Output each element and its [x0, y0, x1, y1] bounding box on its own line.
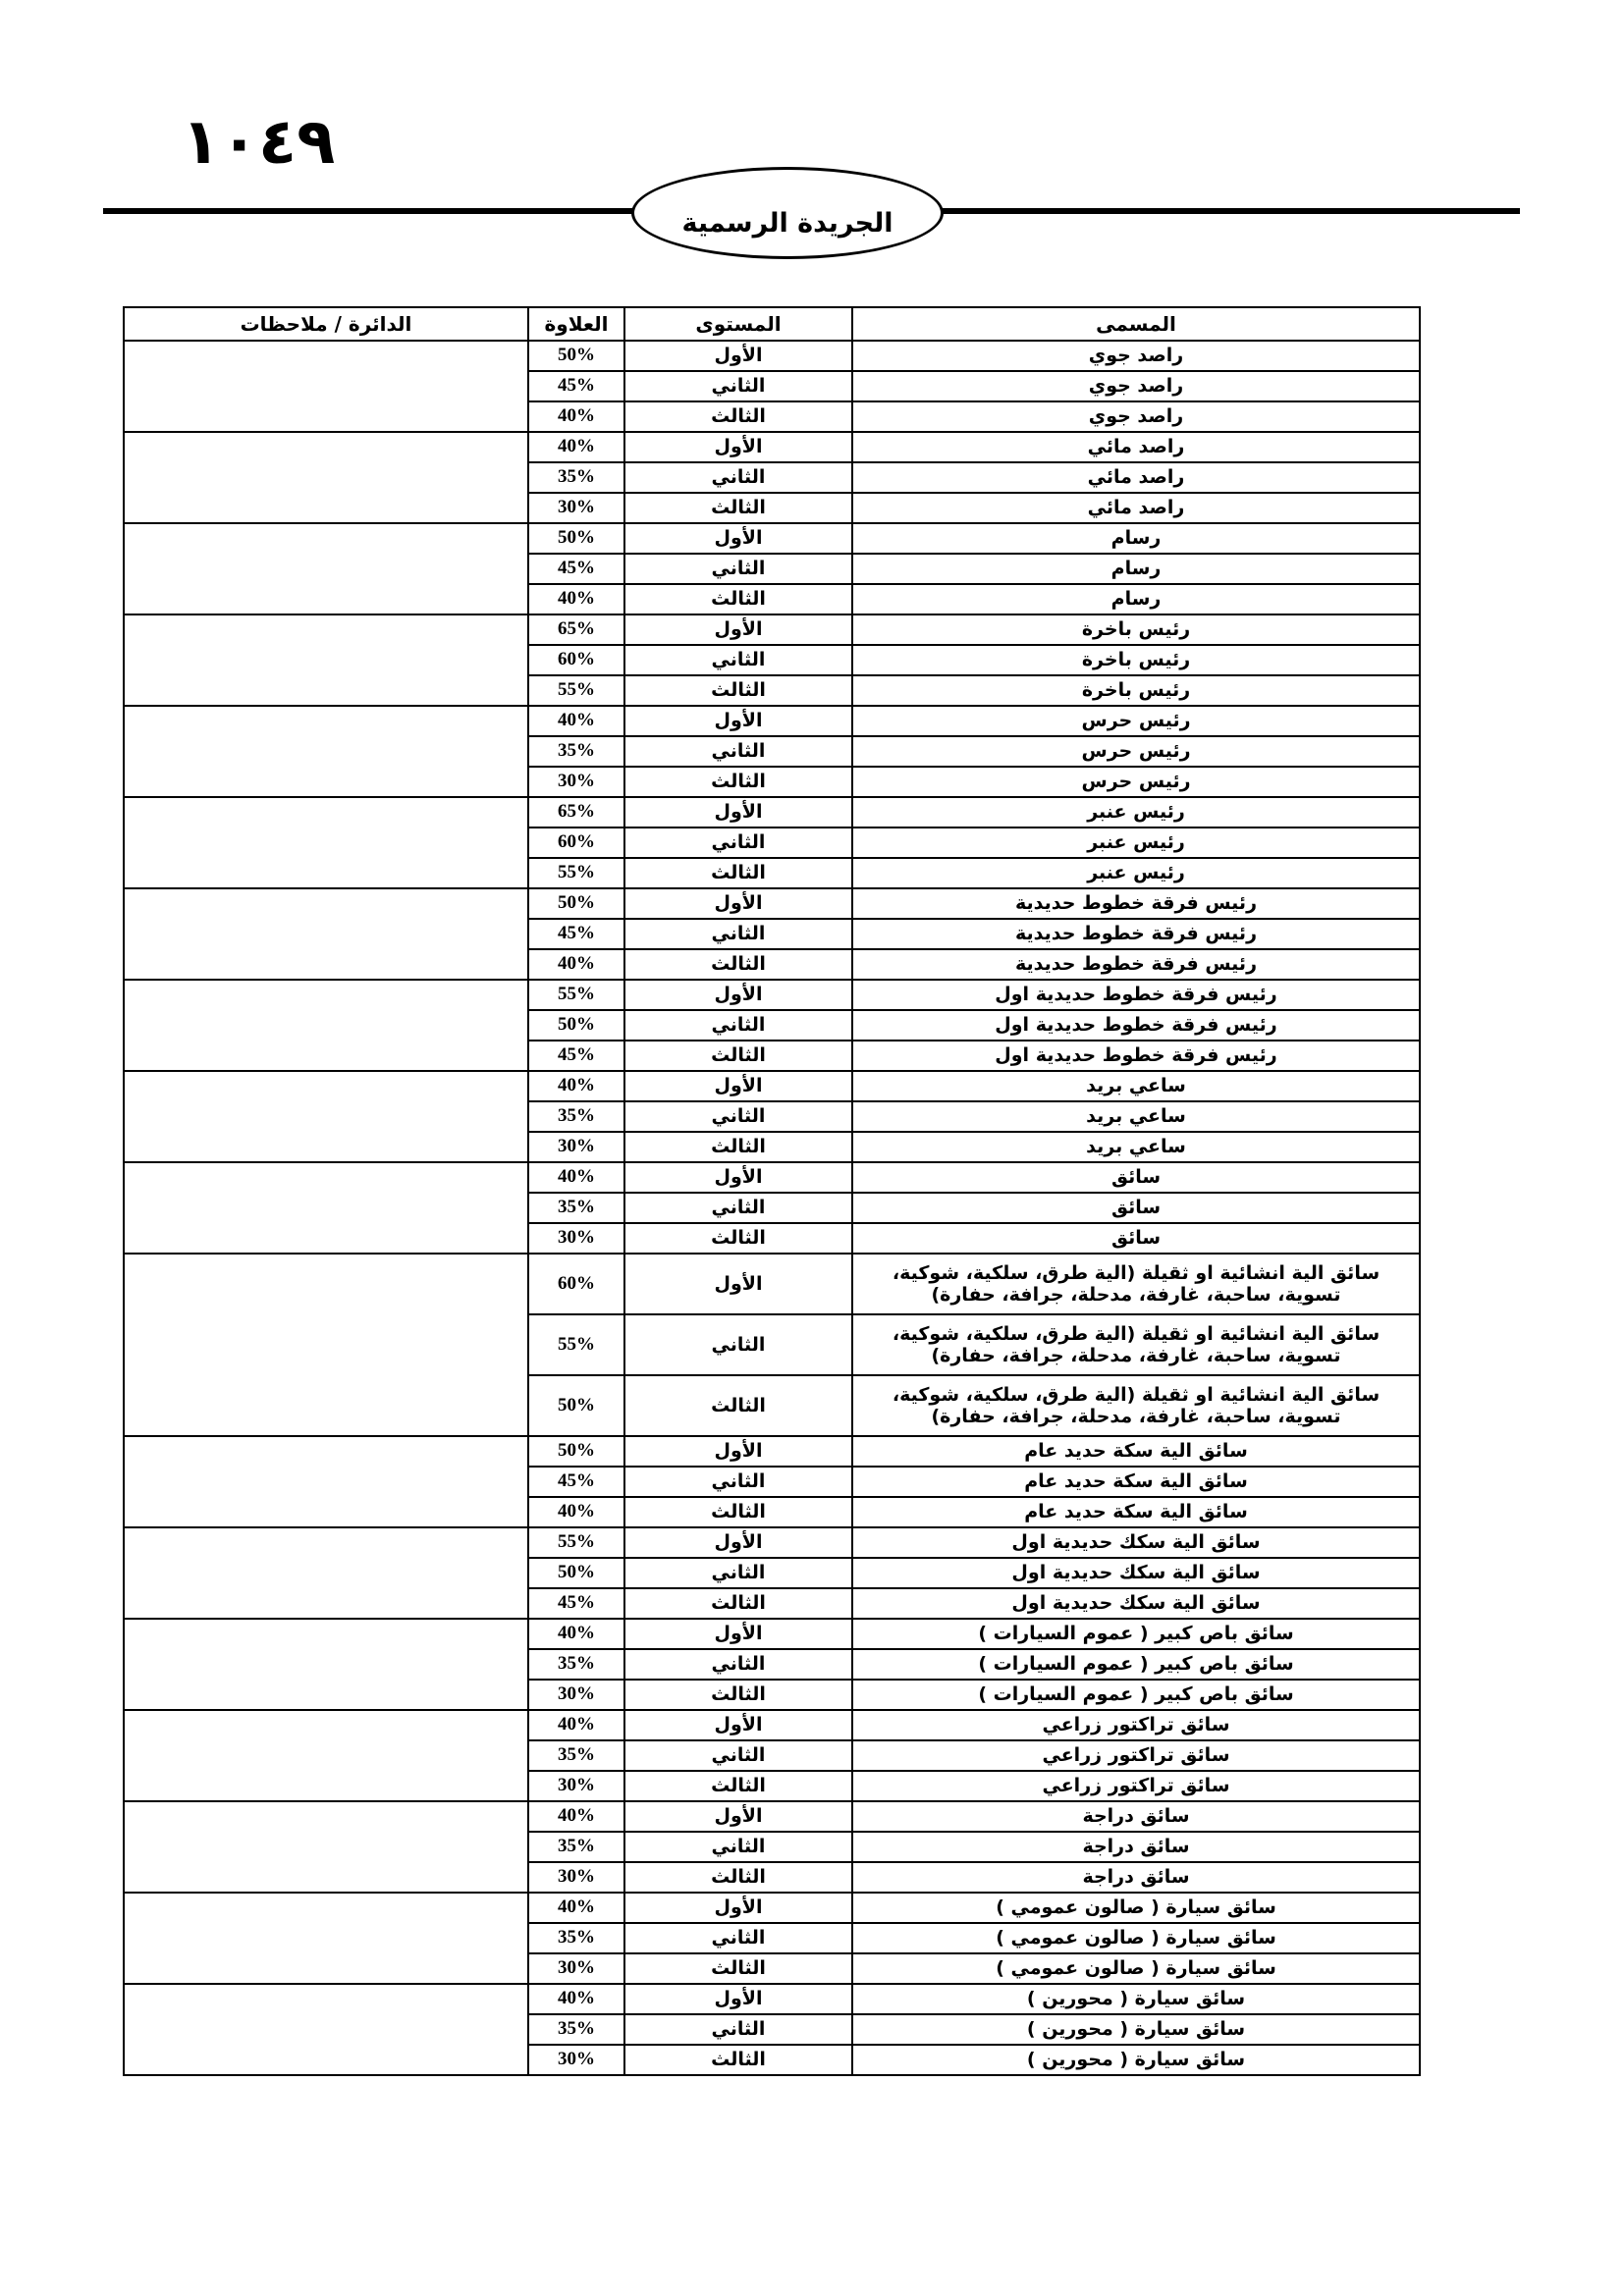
allowance-cell: 35%	[528, 1832, 624, 1862]
department-notes-cell	[124, 1710, 528, 1801]
allowance-cell: 30%	[528, 1223, 624, 1254]
level-cell: الثالث	[624, 858, 852, 888]
allowance-cell: 30%	[528, 1953, 624, 1984]
job-title-cell: سائق الية سكك حديدية اول	[852, 1588, 1420, 1619]
allowance-cell: 30%	[528, 1771, 624, 1801]
level-cell: الأول	[624, 432, 852, 462]
job-title-cell: سائق الية سكة حديد عام	[852, 1497, 1420, 1527]
level-cell: الأول	[624, 1893, 852, 1923]
level-cell: الثالث	[624, 1497, 852, 1527]
level-cell: الثالث	[624, 1588, 852, 1619]
job-title-cell: سائق الية سكة حديد عام	[852, 1436, 1420, 1467]
job-title-cell: رئيس عنبر	[852, 797, 1420, 828]
job-title-cell: راصد جوي	[852, 371, 1420, 401]
level-cell: الثالث	[624, 1953, 852, 1984]
department-notes-cell	[124, 1162, 528, 1254]
allowance-cell: 35%	[528, 1193, 624, 1223]
level-cell: الثاني	[624, 371, 852, 401]
level-cell: الثالث	[624, 1132, 852, 1162]
gazette-title: الجريدة الرسمية	[681, 207, 893, 239]
header-allowance: العلاوة	[528, 307, 624, 341]
level-cell: الثالث	[624, 1375, 852, 1436]
allowance-cell: 55%	[528, 1527, 624, 1558]
job-title-cell: سائق سيارة ( صالون عمومي )	[852, 1953, 1420, 1984]
level-cell: الأول	[624, 888, 852, 919]
job-title-cell: رئيس فرقة خطوط حديدية اول	[852, 980, 1420, 1010]
level-cell: الثالث	[624, 2045, 852, 2075]
level-cell: الثالث	[624, 949, 852, 980]
allowance-cell: 35%	[528, 1923, 624, 1953]
allowance-cell: 65%	[528, 614, 624, 645]
job-title-cell: رئيس باخرة	[852, 675, 1420, 706]
table-row	[124, 1893, 1420, 1923]
allowance-cell: 40%	[528, 1071, 624, 1101]
job-title-cell: سائق	[852, 1162, 1420, 1193]
job-title-cell: راصد جوي	[852, 341, 1420, 371]
job-title-cell: رئيس فرقة خطوط حديدية	[852, 919, 1420, 949]
table-row	[124, 980, 1420, 1010]
table-row	[124, 1436, 1420, 1467]
level-cell: الثالث	[624, 1771, 852, 1801]
department-notes-cell	[124, 797, 528, 888]
table-row	[124, 706, 1420, 736]
level-cell: الثاني	[624, 1832, 852, 1862]
allowance-cell: 35%	[528, 1740, 624, 1771]
allowance-cell: 30%	[528, 1862, 624, 1893]
job-title-cell: رئيس فرقة خطوط حديدية	[852, 888, 1420, 919]
allowance-cell: 50%	[528, 1558, 624, 1588]
allowance-cell: 40%	[528, 1619, 624, 1649]
allowance-cell: 40%	[528, 706, 624, 736]
allowance-cell: 30%	[528, 1680, 624, 1710]
level-cell: الثاني	[624, 1923, 852, 1953]
allowance-cell: 30%	[528, 493, 624, 523]
job-title-cell: رئيس عنبر	[852, 858, 1420, 888]
allowance-cell: 30%	[528, 2045, 624, 2075]
allowance-cell: 35%	[528, 1101, 624, 1132]
allowances-table-wrap	[125, 306, 1421, 2076]
department-notes-cell	[124, 888, 528, 980]
table-row	[124, 614, 1420, 645]
job-title-cell: راصد جوي	[852, 401, 1420, 432]
level-cell: الثالث	[624, 675, 852, 706]
level-cell: الأول	[624, 1984, 852, 2014]
department-notes-cell	[124, 980, 528, 1071]
job-title-cell: رئيس فرقة خطوط حديدية اول	[852, 1041, 1420, 1071]
level-cell: الثالث	[624, 493, 852, 523]
department-notes-cell	[124, 1254, 528, 1436]
job-title-cell: ساعي بريد	[852, 1132, 1420, 1162]
level-cell: الثاني	[624, 1101, 852, 1132]
job-title-cell: سائق الية انشائية او ثقيلة (الية طرق، سلكية، شوكية، تسوية، ساحبة، غارفة، مدحلة، جرافة، حفارة)	[852, 1314, 1420, 1375]
job-title-cell: سائق دراجة	[852, 1832, 1420, 1862]
job-title-cell: سائق	[852, 1193, 1420, 1223]
department-notes-cell	[124, 432, 528, 523]
level-cell: الأول	[624, 1527, 852, 1558]
table-body	[124, 341, 1420, 2075]
table-row	[124, 1254, 1420, 1314]
job-title-cell: رسام	[852, 523, 1420, 554]
allowance-cell: 45%	[528, 554, 624, 584]
level-cell: الثاني	[624, 1558, 852, 1588]
department-notes-cell	[124, 706, 528, 797]
job-title-cell: سائق باص كبير ( عموم السيارات )	[852, 1649, 1420, 1680]
allowances-table	[123, 306, 1421, 2076]
allowance-cell: 45%	[528, 1041, 624, 1071]
allowance-cell: 35%	[528, 1649, 624, 1680]
allowance-cell: 50%	[528, 1010, 624, 1041]
table-row	[124, 797, 1420, 828]
job-title-cell: رئيس حرس	[852, 706, 1420, 736]
allowance-cell: 60%	[528, 828, 624, 858]
level-cell: الأول	[624, 980, 852, 1010]
allowance-cell: 60%	[528, 645, 624, 675]
job-title-cell: سائق	[852, 1223, 1420, 1254]
department-notes-cell	[124, 1801, 528, 1893]
job-title-cell: سائق سيارة ( محورين )	[852, 2014, 1420, 2045]
job-title-cell: سائق سيارة ( صالون عمومي )	[852, 1923, 1420, 1953]
level-cell: الأول	[624, 1801, 852, 1832]
level-cell: الثالث	[624, 401, 852, 432]
allowance-cell: 40%	[528, 432, 624, 462]
allowance-cell: 40%	[528, 1710, 624, 1740]
job-title-cell: سائق الية سكك حديدية اول	[852, 1558, 1420, 1588]
table-row	[124, 432, 1420, 462]
page-number: ١٠٤٩	[182, 106, 336, 179]
allowance-cell: 45%	[528, 1588, 624, 1619]
allowance-cell: 45%	[528, 371, 624, 401]
allowance-cell: 50%	[528, 341, 624, 371]
allowance-cell: 30%	[528, 1132, 624, 1162]
header-job-title: المسمى	[852, 307, 1420, 341]
level-cell: الأول	[624, 523, 852, 554]
allowance-cell: 40%	[528, 1801, 624, 1832]
allowance-cell: 40%	[528, 584, 624, 614]
level-cell: الثاني	[624, 1740, 852, 1771]
allowance-cell: 40%	[528, 1497, 624, 1527]
level-cell: الثاني	[624, 828, 852, 858]
allowance-cell: 40%	[528, 401, 624, 432]
level-cell: الثاني	[624, 554, 852, 584]
allowance-cell: 40%	[528, 1984, 624, 2014]
job-title-cell: سائق الية سكك حديدية اول	[852, 1527, 1420, 1558]
level-cell: الثاني	[624, 1193, 852, 1223]
allowance-cell: 55%	[528, 675, 624, 706]
allowance-cell: 40%	[528, 1893, 624, 1923]
level-cell: الأول	[624, 1254, 852, 1314]
level-cell: الثاني	[624, 1010, 852, 1041]
job-title-cell: راصد مائي	[852, 462, 1420, 493]
job-title-cell: رئيس حرس	[852, 736, 1420, 767]
allowance-cell: 35%	[528, 736, 624, 767]
job-title-cell: سائق باص كبير ( عموم السيارات )	[852, 1619, 1420, 1649]
job-title-cell: سائق الية سكة حديد عام	[852, 1467, 1420, 1497]
job-title-cell: رئيس حرس	[852, 767, 1420, 797]
job-title-cell: سائق دراجة	[852, 1801, 1420, 1832]
gazette-banner	[631, 167, 944, 259]
level-cell: الثاني	[624, 2014, 852, 2045]
level-cell: الأول	[624, 1710, 852, 1740]
job-title-cell: رسام	[852, 554, 1420, 584]
allowance-cell: 55%	[528, 980, 624, 1010]
department-notes-cell	[124, 1527, 528, 1619]
job-title-cell: سائق سيارة ( محورين )	[852, 1984, 1420, 2014]
allowance-cell: 35%	[528, 2014, 624, 2045]
level-cell: الثاني	[624, 1467, 852, 1497]
allowance-cell: 50%	[528, 888, 624, 919]
job-title-cell: رئيس فرقة خطوط حديدية اول	[852, 1010, 1420, 1041]
department-notes-cell	[124, 1436, 528, 1527]
job-title-cell: ساعي بريد	[852, 1101, 1420, 1132]
job-title-cell: سائق باص كبير ( عموم السيارات )	[852, 1680, 1420, 1710]
level-cell: الثالث	[624, 767, 852, 797]
job-title-cell: ساعي بريد	[852, 1071, 1420, 1101]
allowance-cell: 30%	[528, 767, 624, 797]
level-cell: الثاني	[624, 1649, 852, 1680]
allowance-cell: 55%	[528, 1314, 624, 1375]
level-cell: الأول	[624, 1619, 852, 1649]
level-cell: الثالث	[624, 584, 852, 614]
job-title-cell: راصد مائي	[852, 432, 1420, 462]
header-department-notes: الدائرة / ملاحظات	[124, 307, 528, 341]
allowance-cell: 55%	[528, 858, 624, 888]
table-row	[124, 1162, 1420, 1193]
allowance-cell: 35%	[528, 462, 624, 493]
job-title-cell: سائق تراكتور زراعي	[852, 1771, 1420, 1801]
department-notes-cell	[124, 1984, 528, 2075]
job-title-cell: رسام	[852, 584, 1420, 614]
department-notes-cell	[124, 523, 528, 614]
level-cell: الأول	[624, 1071, 852, 1101]
allowance-cell: 40%	[528, 949, 624, 980]
job-title-cell: سائق دراجة	[852, 1862, 1420, 1893]
allowance-cell: 50%	[528, 1375, 624, 1436]
table-row	[124, 1801, 1420, 1832]
job-title-cell: راصد مائي	[852, 493, 1420, 523]
job-title-cell: رئيس باخرة	[852, 614, 1420, 645]
level-cell: الثاني	[624, 736, 852, 767]
header-level: المستوى	[624, 307, 852, 341]
table-header-row	[124, 307, 1420, 341]
level-cell: الثاني	[624, 462, 852, 493]
level-cell: الأول	[624, 706, 852, 736]
table-row	[124, 523, 1420, 554]
allowance-cell: 50%	[528, 1436, 624, 1467]
department-notes-cell	[124, 341, 528, 432]
level-cell: الأول	[624, 797, 852, 828]
level-cell: الأول	[624, 1436, 852, 1467]
department-notes-cell	[124, 614, 528, 706]
job-title-cell: سائق تراكتور زراعي	[852, 1740, 1420, 1771]
allowance-cell: 40%	[528, 1162, 624, 1193]
table-row	[124, 341, 1420, 371]
level-cell: الثاني	[624, 919, 852, 949]
table-row	[124, 1984, 1420, 2014]
level-cell: الثالث	[624, 1223, 852, 1254]
level-cell: الأول	[624, 614, 852, 645]
allowance-cell: 45%	[528, 1467, 624, 1497]
job-title-cell: سائق سيارة ( صالون عمومي )	[852, 1893, 1420, 1923]
level-cell: الثاني	[624, 1314, 852, 1375]
job-title-cell: سائق تراكتور زراعي	[852, 1710, 1420, 1740]
level-cell: الثالث	[624, 1041, 852, 1071]
level-cell: الثالث	[624, 1862, 852, 1893]
table-row	[124, 1619, 1420, 1649]
job-title-cell: رئيس باخرة	[852, 645, 1420, 675]
job-title-cell: سائق الية انشائية او ثقيلة (الية طرق، سلكية، شوكية، تسوية، ساحبة، غارفة، مدحلة، جرافة، حفارة)	[852, 1254, 1420, 1314]
job-title-cell: سائق سيارة ( محورين )	[852, 2045, 1420, 2075]
department-notes-cell	[124, 1893, 528, 1984]
department-notes-cell	[124, 1071, 528, 1162]
allowance-cell: 60%	[528, 1254, 624, 1314]
level-cell: الأول	[624, 341, 852, 371]
level-cell: الثاني	[624, 645, 852, 675]
table-row	[124, 1071, 1420, 1101]
table-row	[124, 888, 1420, 919]
job-title-cell: رئيس عنبر	[852, 828, 1420, 858]
job-title-cell: رئيس فرقة خطوط حديدية	[852, 949, 1420, 980]
allowance-cell: 65%	[528, 797, 624, 828]
allowance-cell: 50%	[528, 523, 624, 554]
job-title-cell: سائق الية انشائية او ثقيلة (الية طرق، سلكية، شوكية، تسوية، ساحبة، غارفة، مدحلة، جرافة، حفارة)	[852, 1375, 1420, 1436]
table-row	[124, 1527, 1420, 1558]
level-cell: الثالث	[624, 1680, 852, 1710]
level-cell: الأول	[624, 1162, 852, 1193]
table-row	[124, 1710, 1420, 1740]
allowance-cell: 45%	[528, 919, 624, 949]
department-notes-cell	[124, 1619, 528, 1710]
